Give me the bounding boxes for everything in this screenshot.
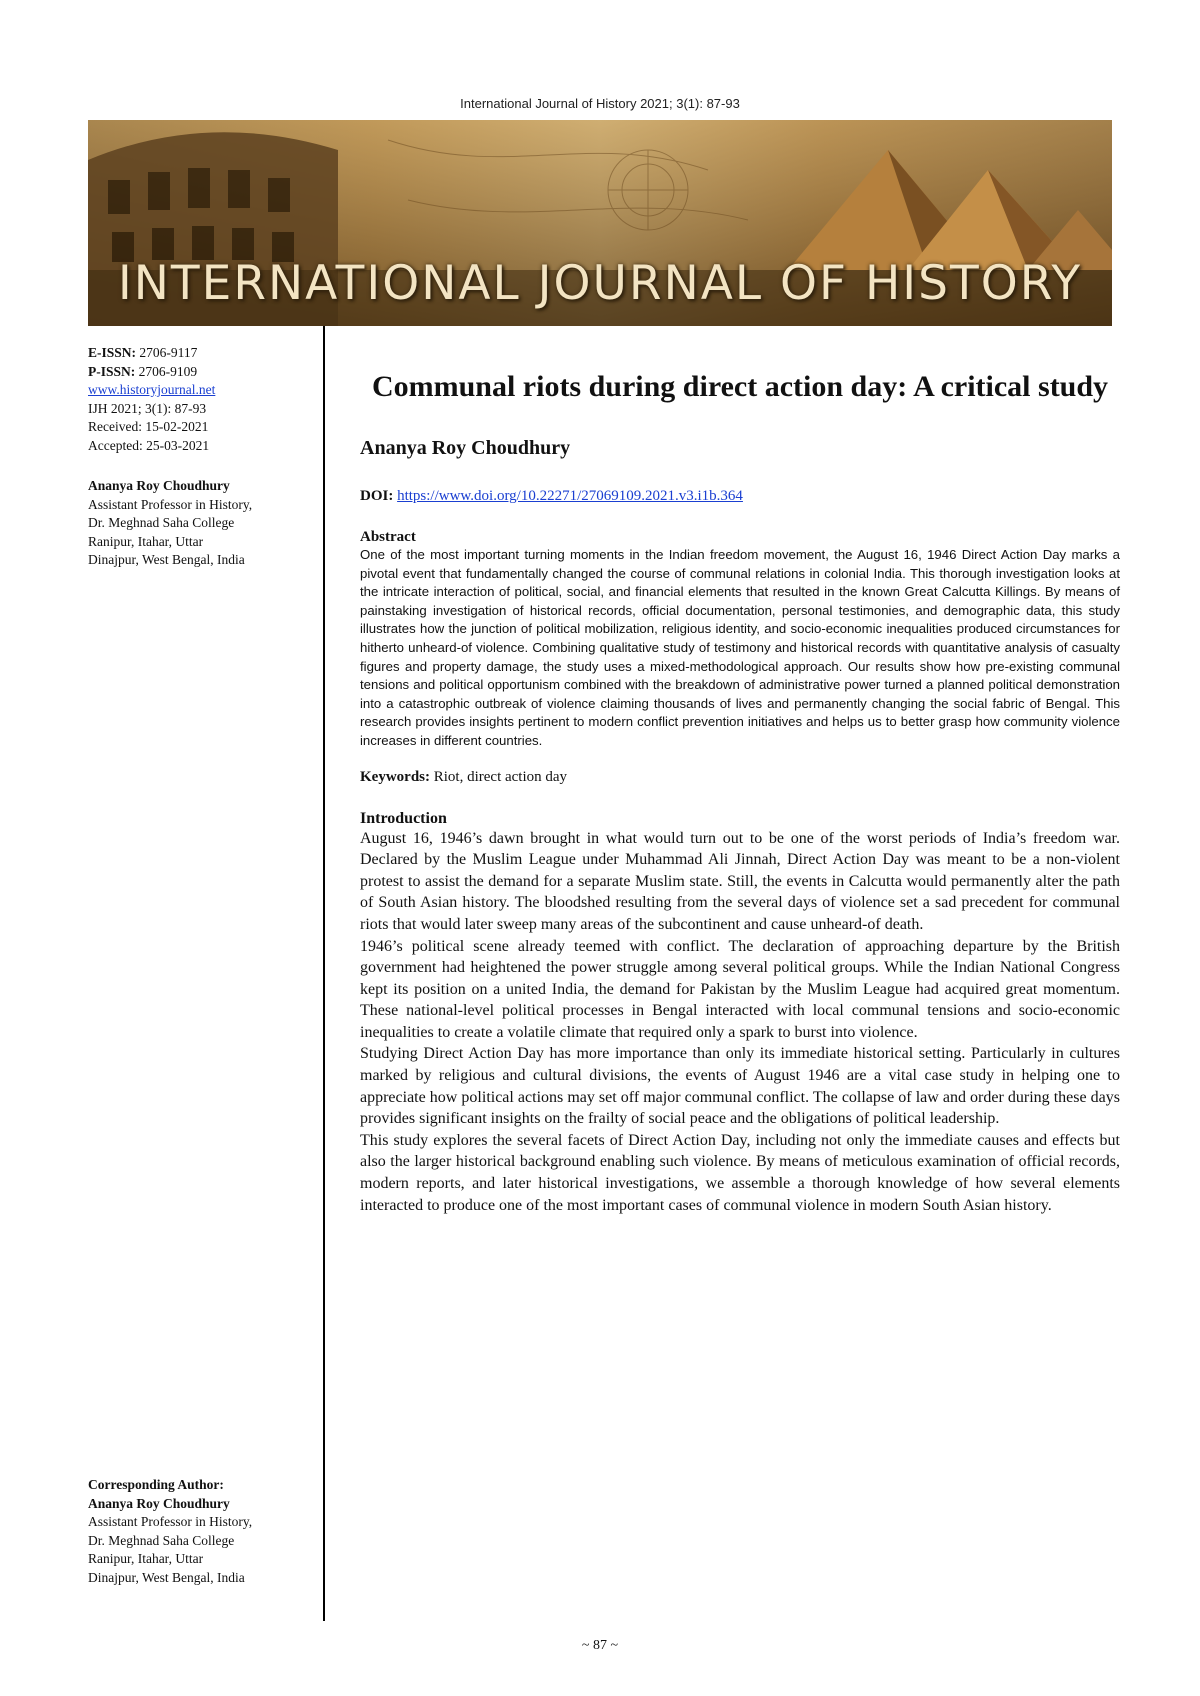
intro-paragraph: 1946’s political scene already teemed with conflict. The declaration of approaching departure by the British government had heightened the power struggle among several political groups. While the Indian National Congress kept its position on a united India, the demand for Pakistan by the Muslim League had acquired great momentum. These national-level political processes in Bengal interacted with local communal tensions and socio-economic inequalities to create a volatile climate that required only a spark to burst into violence.	[360, 937, 1120, 1041]
keywords-line	[360, 769, 1120, 786]
corresponding-label: Corresponding Author:	[88, 1477, 224, 1492]
running-header: International Journal of History 2021; 3(1): 87-93	[460, 96, 740, 111]
eissn-value: 2706-9117	[139, 345, 198, 360]
doi-link[interactable]: https://www.doi.org/10.22271/27069109.2021.v3.i1b.364	[397, 488, 743, 504]
keywords-value: Riot, direct action day	[433, 768, 568, 785]
abstract-text: One of the most important turning moments in the Indian freedom movement, the August 16, 1946 Direct Action Day marks a pivotal event that fundamentally changed the course of communal relations in colonial India. This thorough investigation looks at the intricate interaction of political, social, and financial elements that resulted in the known Great Calcutta Killings. By means of painstaking investigation of historical records, official documentation, personal testimonies, and demographic data, this study illustrates how the junction of political mobilization, religious identity, and socio-economic inequalities produced circumstances for hitherto unheard-of violence. Combining qualitative study of testimony and historical records with quantitative analysis of casualty figures and property damage, the study uses a mixed-methodological approach. Our results show how pre-existing communal tensions and political opportunism combined with the breakdown of administrative power turned a planned political demonstration into a catastrophic outbreak of violence claiming thousands of lives and permanently changing the social fabric of Bengal. This research provides insights pertinent to modern conflict prevention initiatives and helps us to better grasp how community violence increases in different countries.	[360, 547, 1120, 748]
pissn-line	[88, 363, 308, 382]
doi-label: DOI:	[360, 488, 394, 504]
introduction-section	[360, 810, 1120, 1217]
intro-paragraph: August 16, 1946’s dawn brought in what would turn out to be one of the worst periods of India’s freedom war. Declared by the Muslim League under Muhammad Ali Jinnah, Direct Action Day was meant to be a non-violent protest to assist the demand for a separate Muslim state. Still, the events in Calcutta would permanently alter the path of South Asian history. The bloodshed resulting from the several days of violence set a sad precedent for communal riots that would later sweep many areas of the subcontinent and cause unheard-of death.	[360, 829, 1120, 933]
abstract-heading: Abstract	[360, 529, 416, 545]
corresponding-affiliation-line: Ranipur, Itahar, Uttar	[88, 1551, 204, 1566]
sidebar-affiliation-line: Dr. Meghnad Saha College	[88, 515, 235, 530]
corresponding-author-name: Ananya Roy Choudhury	[88, 1495, 230, 1511]
intro-paragraph: This study explores the several facets of Direct Action Day, including not only the immediate causes and effects but also the larger historical background enabling such violence. By means of meticulous examination of official records, modern reports, and later historical investigations, we assemble a thorough knowledge of how several elements interacted to produce one of the most important cases of communal violence in modern South Asian history.	[360, 1131, 1120, 1214]
article-main	[360, 368, 1120, 1216]
corresponding-author-block	[88, 1476, 308, 1587]
accepted-date: Accepted: 25-03-2021	[88, 437, 210, 453]
intro-paragraph: Studying Direct Action Day has more importance than only its immediate historical setting. Particularly in cultures marked by religious and cultural divisions, the events of August 1946 are a vital case study in helping one to appreciate how political actions may set off major communal conflict. The collapse of law and order during these days provides significant insights on the frailty of social peace and the obligations of political leadership.	[360, 1045, 1120, 1128]
corresponding-affiliation-line: Assistant Professor in History,	[88, 1514, 253, 1529]
pissn-label: P-ISSN:	[88, 363, 136, 379]
journal-banner	[88, 120, 1112, 326]
eissn-line	[88, 344, 308, 363]
pissn-value: 2706-9109	[138, 363, 198, 379]
article-author: Ananya Roy Choudhury	[360, 437, 571, 459]
keywords-label: Keywords:	[360, 768, 430, 785]
article-title: Communal riots during direct action day: A critical study	[371, 370, 1109, 403]
sidebar-affiliation-line: Assistant Professor in History,	[88, 496, 253, 512]
sidebar-affiliation-line: Dinajpur, West Bengal, India	[88, 552, 245, 567]
eissn-label: E-ISSN:	[88, 345, 137, 360]
page-number: ~ 87 ~	[581, 1638, 619, 1653]
introduction-heading: Introduction	[360, 809, 447, 827]
received-date: Received: 15-02-2021	[88, 419, 209, 434]
doi-line	[360, 488, 1120, 505]
corresponding-affiliation-line: Dr. Meghnad Saha College	[88, 1532, 235, 1548]
journal-website-link[interactable]: www.historyjournal.net	[88, 382, 216, 397]
sidebar-affiliation-line: Ranipur, Itahar, Uttar	[88, 533, 204, 549]
article-info-sidebar	[88, 344, 308, 570]
citation: IJH 2021; 3(1): 87-93	[88, 400, 207, 416]
sidebar-author-name: Ananya Roy Choudhury	[88, 478, 230, 493]
column-divider	[323, 326, 325, 1621]
corresponding-affiliation-line: Dinajpur, West Bengal, India	[88, 1569, 245, 1585]
banner-title: INTERNATIONAL JOURNAL OF HISTORY	[117, 256, 1083, 311]
